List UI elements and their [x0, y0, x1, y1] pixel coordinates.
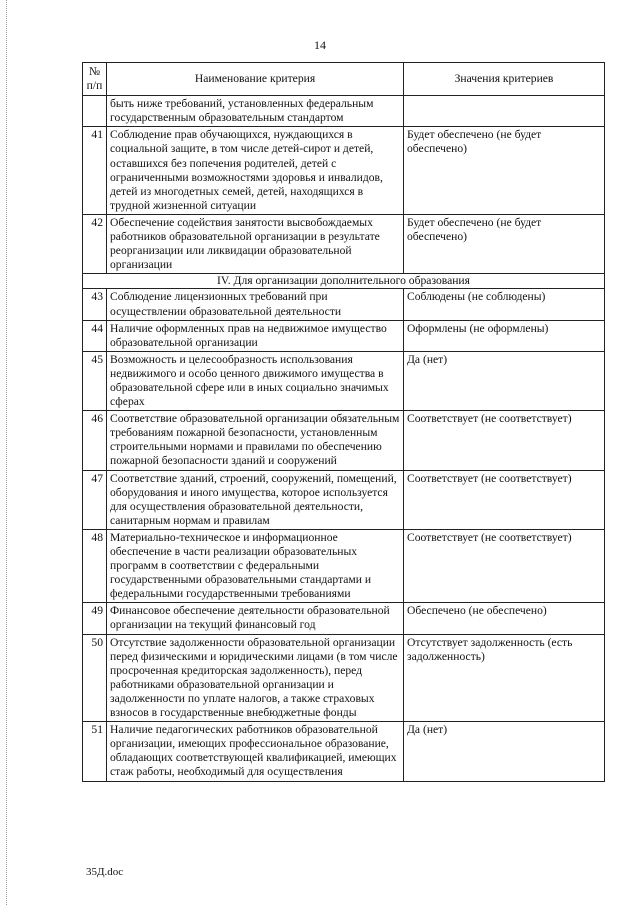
scan-edge-dots: [6, 0, 7, 905]
row-criterion: быть ниже требований, установленных федеральным государственным образовательным стандартом: [107, 96, 404, 127]
row-num: [83, 96, 107, 127]
table-row: [83, 127, 605, 215]
row-criterion: Соблюдение лицензионных требований при осуществлении образовательной деятельности: [107, 289, 404, 320]
row-value: Да (нет): [404, 351, 605, 410]
table-header-row: [83, 63, 605, 96]
row-criterion: Материально-техническое и информационное обеспечение в части реализации образовательных программ в соответствии с федеральными государственными образовательными стандартами и федеральными государственными требованиями: [107, 529, 404, 602]
table-row: [83, 603, 605, 634]
row-value: Соответствует (не соответствует): [404, 529, 605, 602]
table-row: [83, 351, 605, 410]
header-name: Наименование критерия: [107, 63, 404, 96]
section-title: IV. Для организации дополнительного образования: [83, 274, 605, 289]
row-num: 46: [83, 411, 107, 470]
row-criterion: Наличие оформленных прав на недвижимое имущество образовательной организации: [107, 320, 404, 351]
row-criterion: Отсутствие задолженности образовательной организации перед физическими и юридическими лицами (в том числе просроченная кредиторская задолженность), перед работниками образовательной организации и задолженности по уплате налогов, а также страховых взносов в государственные внебюджетные фонды: [107, 634, 404, 722]
table-row: [83, 470, 605, 529]
row-num: 41: [83, 127, 107, 215]
page-number: 14: [314, 38, 326, 52]
row-criterion: Обеспечение содействия занятости высвобождаемых работников образовательной организации в результате реорганизации или ликвидации образовательной организации: [107, 214, 404, 273]
table-row: [83, 722, 605, 781]
row-value: Будет обеспечено (не будет обеспечено): [404, 127, 605, 215]
table-row-continuation: [83, 96, 605, 127]
row-value: Да (нет): [404, 722, 605, 781]
row-num: 51: [83, 722, 107, 781]
row-criterion: Соблюдение прав обучающихся, нуждающихся в социальной защите, в том числе детей-сирот и детей, оставшихся без попечения родителей, детей с ограниченными возможностями здоровья и инвалидов, детей из многодетных семей, детей, находящихся в трудной жизненной ситуации: [107, 127, 404, 215]
row-num: 48: [83, 529, 107, 602]
row-value: Соблюдены (не соблюдены): [404, 289, 605, 320]
row-criterion: Возможность и целесообразность использования недвижимого и особо ценного движимого имущества в образовательной сфере или в иных социально значимых сферах: [107, 351, 404, 410]
table-row: [83, 529, 605, 602]
row-criterion: Соответствие зданий, строений, сооружений, помещений, оборудования и иного имущества, которое используется для осуществления образовательной деятельности, санитарным нормам и правилам: [107, 470, 404, 529]
header-value: Значения критериев: [404, 63, 605, 96]
row-criterion: Соответствие образовательной организации обязательным требованиям пожарной безопасности, установленным строительными нормами и правилами по обеспечению пожарной безопасности зданий и сооружений: [107, 411, 404, 470]
row-criterion: Наличие педагогических работников образовательной организации, имеющих профессиональное образование, обладающих соответствующей квалификацией, имеющих стаж работы, необходимый для осуществления: [107, 722, 404, 781]
table-row: [83, 214, 605, 273]
row-value: Соответствует (не соответствует): [404, 411, 605, 470]
criteria-table: [82, 62, 605, 782]
row-num: 50: [83, 634, 107, 722]
row-value: Обеспечено (не обеспечено): [404, 603, 605, 634]
row-value: Отсутствует задолженность (есть задолженность): [404, 634, 605, 722]
row-num: 49: [83, 603, 107, 634]
table-row: [83, 411, 605, 470]
row-num: 42: [83, 214, 107, 273]
row-num: 47: [83, 470, 107, 529]
row-num: 43: [83, 289, 107, 320]
section-row: [83, 274, 605, 289]
row-value: Будет обеспечено (не будет обеспечено): [404, 214, 605, 273]
table-row: [83, 320, 605, 351]
row-value: [404, 96, 605, 127]
row-criterion: Финансовое обеспечение деятельности образовательной организации на текущий финансовый год: [107, 603, 404, 634]
table-row: [83, 289, 605, 320]
row-num: 44: [83, 320, 107, 351]
row-value: Оформлены (не оформлены): [404, 320, 605, 351]
row-num: 45: [83, 351, 107, 410]
header-num: № п/п: [83, 63, 107, 96]
row-value: Соответствует (не соответствует): [404, 470, 605, 529]
table-row: [83, 634, 605, 722]
file-name-footer: 35Д.doc: [86, 866, 124, 878]
